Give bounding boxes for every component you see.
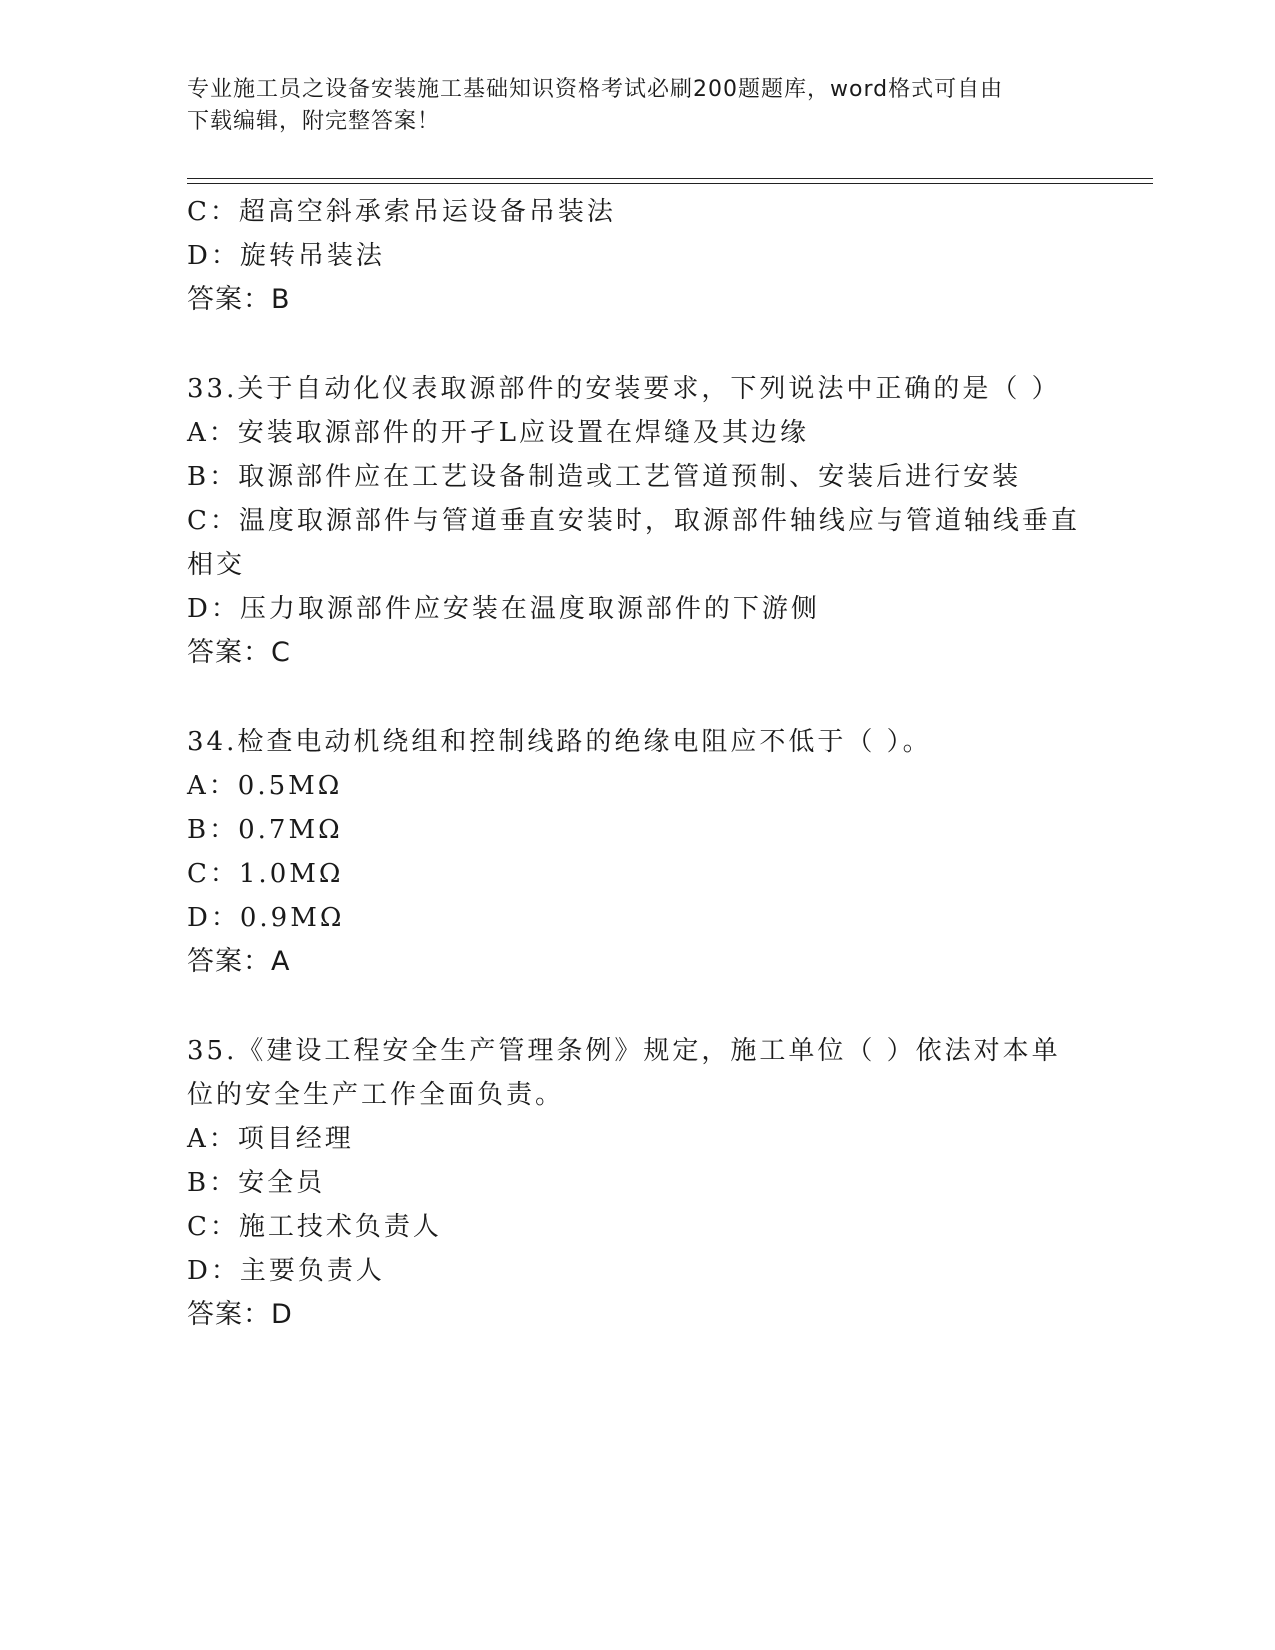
q34-option-d: D：0.9MΩ xyxy=(187,903,345,933)
q34-answer: 答案：A xyxy=(187,946,291,977)
q35-answer: 答案：D xyxy=(187,1299,293,1330)
q33-option-b: B：取源部件应在工艺设备制造或工艺管道预制、安装后进行安装 xyxy=(187,462,1022,492)
q35-option-c: C：施工技术负责人 xyxy=(187,1212,442,1242)
q35-option-a: A：项目经理 xyxy=(187,1124,354,1154)
q32-answer: 答案：B xyxy=(187,284,291,315)
q34-option-a: A：0.5MΩ xyxy=(187,771,343,801)
q34-stem: 34.检查电动机绕组和控制线路的绝缘电阻应不低于（ ）。 xyxy=(187,727,932,757)
q33-option-d: D：压力取源部件应安装在温度取源部件的下游侧 xyxy=(187,594,820,624)
q33-option-c-cont: 相交 xyxy=(187,550,246,580)
header-rule-bottom xyxy=(187,183,1153,184)
q35-stem-cont: 位的安全生产工作全面负责。 xyxy=(187,1080,565,1110)
q35-option-b: B：安全员 xyxy=(187,1168,326,1198)
header-line-1: 专业施工员之设备安装施工基础知识资格考试必刷200题题库，word格式可自由 xyxy=(187,77,1004,102)
q35-option-d: D：主要负责人 xyxy=(187,1256,385,1286)
q35-stem: 35.《建设工程安全生产管理条例》规定，施工单位（ ）依法对本单 xyxy=(187,1036,1061,1066)
q33-answer: 答案：C xyxy=(187,637,291,668)
document-header xyxy=(187,74,1087,138)
q33-option-a: A：安装取源部件的开孑L应设置在焊缝及其边缘 xyxy=(187,418,810,448)
q34-option-c: C：1.0MΩ xyxy=(187,859,344,889)
q33-stem: 33.关于自动化仪表取源部件的安装要求，下列说法中正确的是（ ） xyxy=(187,374,1061,404)
header-rule-top xyxy=(187,178,1153,179)
header-line-2: 下载编辑，附完整答案！ xyxy=(187,109,441,134)
q34-option-b: B：0.7MΩ xyxy=(187,815,343,845)
q33-option-c: C：温度取源部件与管道垂直安装时，取源部件轴线应与管道轴线垂直 xyxy=(187,506,1080,536)
q32-option-d: D：旋转吊装法 xyxy=(187,241,385,271)
q32-option-c: C：超高空斜承索吊运设备吊装法 xyxy=(187,197,616,227)
